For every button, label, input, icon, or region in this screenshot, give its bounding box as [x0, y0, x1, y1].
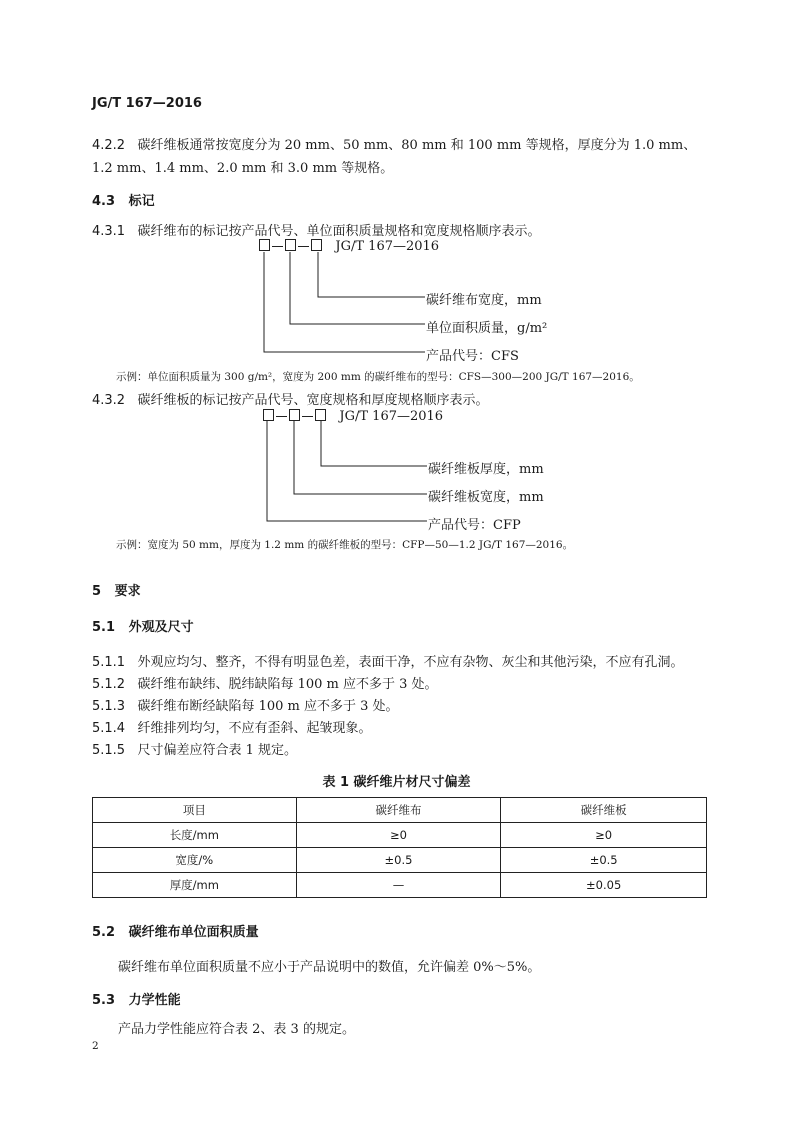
- example-cfp: 示例：宽度为 50 mm，厚度为 1.2 mm 的碳纤维板的型号：CFP—50—1.2 JG/T 167—2016。: [116, 539, 574, 551]
- table-cell: ≥0: [296, 823, 501, 848]
- diagram-label-mass: 单位面积质量，g/m²: [426, 321, 548, 336]
- section-number: 5.3: [92, 993, 116, 1008]
- section-number: 4.3: [92, 194, 116, 209]
- clause-number: 4.2.2: [92, 138, 126, 153]
- clause-5-1-3: [92, 695, 399, 714]
- section-5-2-text: 碳纤维布单位面积质量不应小于产品说明中的数值，允许偏差 0%～5%。: [118, 960, 541, 975]
- diagram-label-code: 产品代号：CFP: [428, 518, 521, 533]
- clause-text: 尺寸偏差应符合表 1 规定。: [137, 743, 298, 758]
- clause-text: 碳纤维板的标记按产品代号、宽度规格和厚度规格顺序表示。: [137, 393, 489, 408]
- section-number: 5: [92, 584, 102, 599]
- table-cell: 厚度/mm: [93, 873, 297, 898]
- section-5-heading: [92, 580, 141, 599]
- table-row: [93, 873, 707, 898]
- page-number: 2: [92, 1040, 99, 1052]
- table-cell: ±0.5: [296, 848, 501, 873]
- section-5-1-heading: [92, 616, 194, 635]
- clause-text-line1: 碳纤维板通常按宽度分为 20 mm、50 mm、80 mm 和 100 mm 等规格，厚度分为 1.0 mm、: [137, 138, 697, 153]
- clause-number: 5.1.5: [92, 743, 126, 758]
- leader-line: [321, 421, 427, 466]
- clause-5-1-5: [92, 739, 297, 758]
- table-header-cell: 碳纤维布: [296, 798, 501, 823]
- clause-5-1-1: [92, 651, 684, 670]
- diagram-label-thickness: 碳纤维板厚度，mm: [428, 462, 544, 477]
- leader-line: [267, 421, 427, 521]
- table-row: [93, 823, 707, 848]
- section-title: 外观及尺寸: [128, 620, 194, 635]
- clause-number: 4.3.1: [92, 224, 126, 239]
- table-1-dimension-deviation: [92, 797, 707, 898]
- leader-line: [290, 252, 425, 324]
- leader-line: [294, 421, 427, 494]
- table-cell: 宽度/%: [93, 848, 297, 873]
- clause-4-2-2-line2: 1.2 mm、1.4 mm、2.0 mm 和 3.0 mm 等规格。: [92, 161, 394, 176]
- clause-5-1-4: [92, 717, 372, 736]
- diagram-standard-code: JG/T 167—2016: [339, 409, 444, 424]
- section-title: 要求: [114, 584, 141, 599]
- diagram-label-width: 碳纤维布宽度，mm: [426, 293, 542, 308]
- diagram-label-code: 产品代号：CFS: [426, 349, 519, 364]
- clause-text: 碳纤维布的标记按产品代号、单位面积质量规格和宽度规格顺序表示。: [137, 224, 541, 239]
- standard-code-header: JG/T 167—2016: [92, 96, 202, 111]
- section-title: 力学性能: [128, 993, 181, 1008]
- diagram-standard-code: JG/T 167—2016: [335, 239, 440, 254]
- leader-line: [264, 252, 425, 352]
- table-cell: ≥0: [501, 823, 707, 848]
- table-cell: —: [296, 873, 501, 898]
- clause-text: 外观应均匀、整齐，不得有明显色差，表面干净，不应有杂物、灰尘和其他污染，不应有孔洞。: [137, 655, 684, 670]
- section-number: 5.1: [92, 620, 116, 635]
- section-title: 碳纤维布单位面积质量: [128, 925, 259, 940]
- table-cell: 长度/mm: [93, 823, 297, 848]
- section-title: 标记: [128, 194, 155, 209]
- section-5-2-heading: [92, 921, 259, 940]
- clause-number: 5.1.1: [92, 655, 126, 670]
- section-5-3-heading: [92, 989, 181, 1008]
- clause-number: 5.1.3: [92, 699, 126, 714]
- clause-text: 碳纤维布缺纬、脱纬缺陷每 100 m 应不多于 3 处。: [137, 677, 438, 692]
- table-1-caption: 表 1 碳纤维片材尺寸偏差: [322, 775, 471, 790]
- clause-5-1-2: [92, 673, 438, 692]
- clause-number: 4.3.2: [92, 393, 126, 408]
- table-header-row: [93, 798, 707, 823]
- table-header-cell: 项目: [93, 798, 297, 823]
- clause-text: 纤维排列均匀，不应有歪斜、起皱现象。: [137, 721, 372, 736]
- clause-number: 5.1.4: [92, 721, 126, 736]
- section-5-3-text: 产品力学性能应符合表 2、表 3 的规定。: [118, 1022, 355, 1037]
- table-cell: ±0.05: [501, 873, 707, 898]
- diagram-label-width: 碳纤维板宽度，mm: [428, 490, 544, 505]
- section-number: 5.2: [92, 925, 116, 940]
- table-header-cell: 碳纤维板: [501, 798, 707, 823]
- clause-number: 5.1.2: [92, 677, 126, 692]
- example-cfs: 示例：单位面积质量为 300 g/m²，宽度为 200 mm 的碳纤维布的型号：CFS—300—200 JG/T 167—2016。: [116, 371, 640, 383]
- table-cell: ±0.5: [501, 848, 707, 873]
- table-row: [93, 848, 707, 873]
- clause-text: 碳纤维布断经缺陷每 100 m 应不多于 3 处。: [137, 699, 399, 714]
- leader-line: [318, 252, 425, 297]
